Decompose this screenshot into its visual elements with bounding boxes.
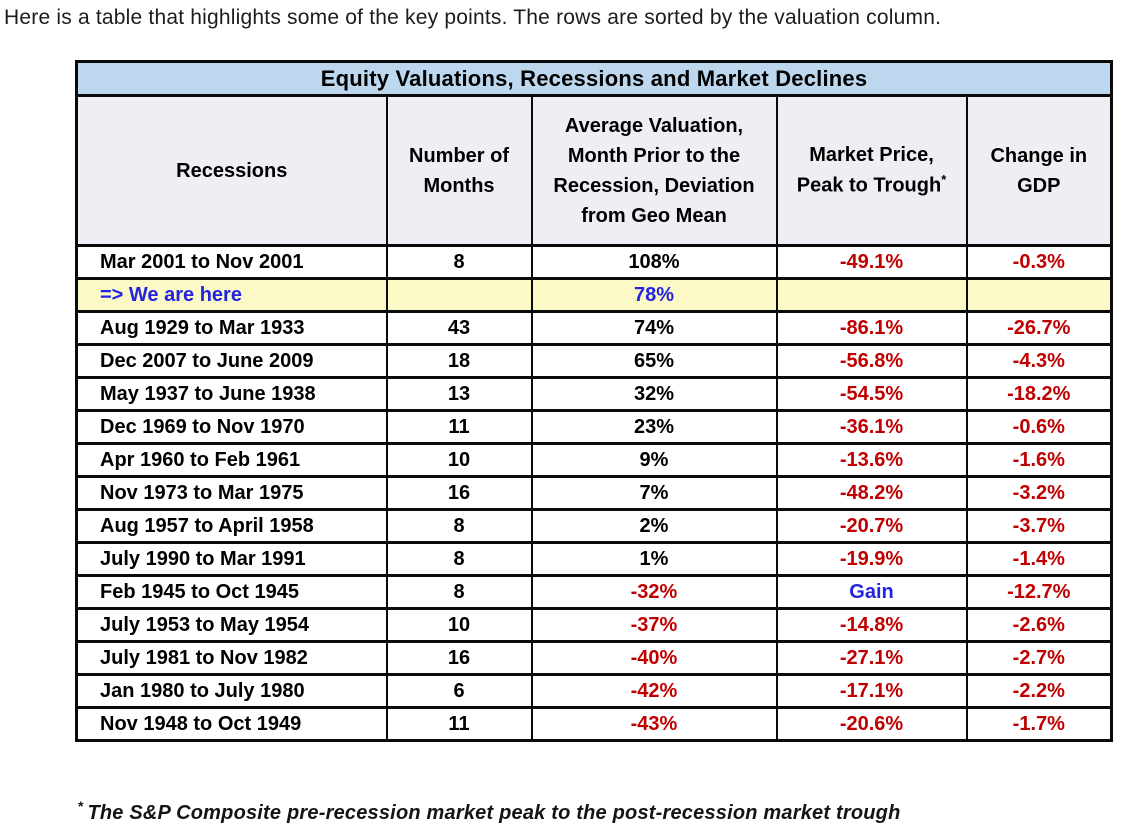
cell-valuation: -32% [532, 576, 777, 609]
cell-recession: Aug 1929 to Mar 1933 [77, 312, 387, 345]
cell-gdp: -2.2% [967, 675, 1112, 708]
cell-months: 8 [387, 543, 532, 576]
footnote [78, 798, 901, 825]
cell-recession: Dec 2007 to June 2009 [77, 345, 387, 378]
cell-months: 6 [387, 675, 532, 708]
cell-valuation: 65% [532, 345, 777, 378]
we-are-here-row [77, 279, 1112, 312]
cell-gdp: -0.6% [967, 411, 1112, 444]
cell-market-price: -36.1% [777, 411, 967, 444]
cell-gdp: -0.3% [967, 246, 1112, 279]
cell-months: 10 [387, 609, 532, 642]
cell-gdp: -2.6% [967, 609, 1112, 642]
cell-market-price: -17.1% [777, 675, 967, 708]
cell-recession: May 1937 to June 1938 [77, 378, 387, 411]
cell-valuation: -42% [532, 675, 777, 708]
cell-recession: => We are here [77, 279, 387, 312]
table-row [77, 609, 1112, 642]
cell-gdp: -3.2% [967, 477, 1112, 510]
cell-recession: Aug 1957 to April 1958 [77, 510, 387, 543]
table-row [77, 378, 1112, 411]
cell-recession: Nov 1948 to Oct 1949 [77, 708, 387, 741]
cell-months: 8 [387, 510, 532, 543]
cell-valuation: -43% [532, 708, 777, 741]
table-row [77, 642, 1112, 675]
cell-valuation: -37% [532, 609, 777, 642]
column-header-label: Change in GDP [990, 144, 1088, 197]
table-title: Equity Valuations, Recessions and Market Declines [77, 62, 1112, 96]
cell-gdp: -1.7% [967, 708, 1112, 741]
cell-gdp: -2.7% [967, 642, 1112, 675]
cell-market-price [777, 279, 967, 312]
column-header-months [387, 96, 532, 246]
cell-recession: Dec 1969 to Nov 1970 [77, 411, 387, 444]
cell-market-price: -19.9% [777, 543, 967, 576]
column-header-label: Number of Months [409, 144, 509, 197]
valuations-table [75, 60, 1113, 742]
table-row [77, 477, 1112, 510]
cell-valuation: 32% [532, 378, 777, 411]
cell-valuation: 108% [532, 246, 777, 279]
cell-gdp: -3.7% [967, 510, 1112, 543]
cell-valuation: 2% [532, 510, 777, 543]
cell-recession: Apr 1960 to Feb 1961 [77, 444, 387, 477]
table-row [77, 411, 1112, 444]
cell-months: 18 [387, 345, 532, 378]
cell-valuation: 1% [532, 543, 777, 576]
footnote-marker-icon: * [941, 172, 947, 188]
table-row [77, 675, 1112, 708]
cell-valuation: -40% [532, 642, 777, 675]
cell-market-price: -48.2% [777, 477, 967, 510]
cell-recession: Nov 1973 to Mar 1975 [77, 477, 387, 510]
cell-recession: Mar 2001 to Nov 2001 [77, 246, 387, 279]
cell-months: 43 [387, 312, 532, 345]
cell-market-price: Gain [777, 576, 967, 609]
table-row [77, 543, 1112, 576]
cell-months: 13 [387, 378, 532, 411]
cell-market-price: -27.1% [777, 642, 967, 675]
column-header-valuation [532, 96, 777, 246]
table-row [77, 345, 1112, 378]
cell-recession: July 1990 to Mar 1991 [77, 543, 387, 576]
cell-market-price: -14.8% [777, 609, 967, 642]
footnote-marker-icon: * [78, 798, 84, 814]
cell-recession: July 1981 to Nov 1982 [77, 642, 387, 675]
table-row [77, 576, 1112, 609]
cell-months: 11 [387, 708, 532, 741]
cell-gdp: -1.4% [967, 543, 1112, 576]
cell-gdp: -1.6% [967, 444, 1112, 477]
cell-valuation: 23% [532, 411, 777, 444]
cell-gdp [967, 279, 1112, 312]
intro-text: Here is a table that highlights some of the key points. The rows are sorted by the valuation column. [4, 6, 942, 29]
cell-market-price: -20.7% [777, 510, 967, 543]
cell-months: 16 [387, 642, 532, 675]
table-row [77, 510, 1112, 543]
cell-months: 10 [387, 444, 532, 477]
cell-months: 11 [387, 411, 532, 444]
column-header-market-price [777, 96, 967, 246]
cell-gdp: -26.7% [967, 312, 1112, 345]
cell-valuation: 7% [532, 477, 777, 510]
title-row [77, 62, 1112, 96]
cell-market-price: -49.1% [777, 246, 967, 279]
table-row [77, 246, 1112, 279]
cell-market-price: -86.1% [777, 312, 967, 345]
cell-recession: Feb 1945 to Oct 1945 [77, 576, 387, 609]
cell-gdp: -12.7% [967, 576, 1112, 609]
column-header-recessions [77, 96, 387, 246]
table-row [77, 312, 1112, 345]
cell-recession: Jan 1980 to July 1980 [77, 675, 387, 708]
table-row [77, 708, 1112, 741]
cell-months: 16 [387, 477, 532, 510]
column-header-label: Average Valuation, Month Prior to the Recession, Deviation from Geo Mean [553, 114, 755, 227]
column-header-label: Recessions [176, 159, 288, 182]
cell-gdp: -18.2% [967, 378, 1112, 411]
cell-market-price: -56.8% [777, 345, 967, 378]
cell-months: 8 [387, 576, 532, 609]
cell-recession: July 1953 to May 1954 [77, 609, 387, 642]
cell-valuation: 74% [532, 312, 777, 345]
column-header-gdp [967, 96, 1112, 246]
cell-valuation: 78% [532, 279, 777, 312]
cell-valuation: 9% [532, 444, 777, 477]
cell-months: 8 [387, 246, 532, 279]
cell-months [387, 279, 532, 312]
cell-market-price: -54.5% [777, 378, 967, 411]
header-row [77, 96, 1112, 246]
cell-market-price: -13.6% [777, 444, 967, 477]
cell-market-price: -20.6% [777, 708, 967, 741]
column-header-label: Market Price, Peak to Trough [796, 144, 942, 197]
table-row [77, 444, 1112, 477]
footnote-text: The S&P Composite pre-recession market peak to the post-recession market trough [87, 801, 901, 824]
cell-gdp: -4.3% [967, 345, 1112, 378]
